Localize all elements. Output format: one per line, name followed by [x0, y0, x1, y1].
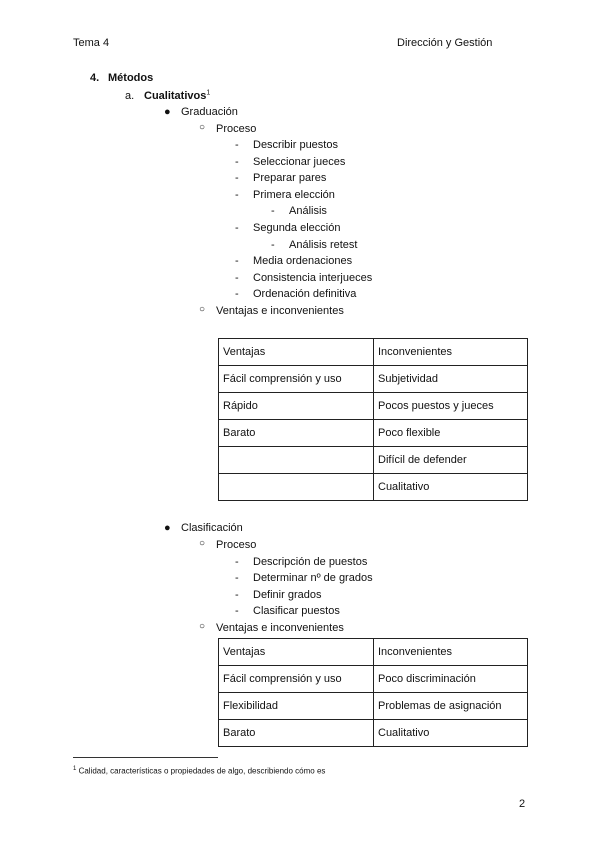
- table-cell: Poco discriminación: [374, 666, 528, 693]
- list-item: - Primera elección: [235, 189, 335, 201]
- footnote-divider: [73, 757, 218, 758]
- table-cell: Barato: [219, 720, 374, 747]
- graduacion-table: [218, 338, 528, 501]
- circle-bullet-icon: ○: [199, 538, 206, 549]
- bullet-graduacion: [164, 106, 238, 118]
- sub-ventajas-clasificacion: [199, 621, 344, 634]
- table-row: [219, 693, 528, 720]
- subsection-title: Cualitativos: [144, 89, 207, 102]
- clasificacion-title: Clasificación: [181, 522, 243, 534]
- table-cell: Cualitativo: [374, 474, 528, 501]
- table-cell: Fácil comprensión y uso: [219, 666, 374, 693]
- graduacion-title: Graduación: [181, 106, 238, 118]
- table-cell: [219, 474, 374, 501]
- table-row: [219, 366, 528, 393]
- subsection-heading: [125, 89, 210, 102]
- list-item: - Definir grados: [235, 589, 322, 601]
- table-row: [219, 720, 528, 747]
- table-row: [219, 447, 528, 474]
- bullet-clasificacion: [164, 522, 243, 534]
- list-item: - Análisis: [271, 205, 327, 217]
- proceso-title: Proceso: [216, 123, 257, 135]
- section-number: 4.: [90, 72, 100, 84]
- table-cell: [219, 447, 374, 474]
- list-item: - Clasificar puestos: [235, 605, 340, 617]
- list-item: - Descripción de puestos: [235, 556, 368, 568]
- table-row: [219, 393, 528, 420]
- subsection-label: a.: [125, 89, 135, 102]
- sub-ventajas-graduacion: [199, 304, 344, 317]
- table-cell: Problemas de asignación: [374, 693, 528, 720]
- table-cell: Fácil comprensión y uso: [219, 366, 374, 393]
- table-cell: Poco flexible: [374, 420, 528, 447]
- list-item: - Media ordenaciones: [235, 255, 353, 267]
- list-item: - Seleccionar jueces: [235, 156, 346, 168]
- bullet-icon: ●: [164, 106, 171, 118]
- circle-bullet-icon: ○: [199, 621, 206, 632]
- table-header-row: [219, 339, 528, 366]
- list-item: - Determinar nº de grados: [235, 572, 373, 584]
- table-header-row: [219, 639, 528, 666]
- section-title: Métodos: [108, 72, 154, 84]
- table-header-cell: Ventajas: [219, 639, 374, 666]
- table-row: [219, 666, 528, 693]
- list-item: - Preparar pares: [235, 172, 327, 184]
- table-row: [219, 474, 528, 501]
- circle-bullet-icon: ○: [199, 122, 206, 133]
- table-cell: Pocos puestos y jueces: [374, 393, 528, 420]
- bullet-icon: ●: [164, 522, 171, 534]
- list-item: - Análisis retest: [271, 239, 358, 251]
- ventajas-title: Ventajas e inconvenientes: [216, 305, 344, 317]
- table-cell: Flexibilidad: [219, 693, 374, 720]
- table-header-cell: Ventajas: [219, 339, 374, 366]
- table-row: [219, 420, 528, 447]
- proceso-title: Proceso: [216, 539, 257, 551]
- list-item: - Ordenación definitiva: [235, 288, 357, 300]
- sub-proceso-clasificacion: [199, 538, 257, 551]
- table-header-cell: Inconvenientes: [374, 639, 528, 666]
- list-item: - Describir puestos: [235, 139, 338, 151]
- section-heading: [90, 72, 153, 84]
- table-cell: Rápido: [219, 393, 374, 420]
- footnote-text: Calidad, características o propiedades de algo, describiendo cómo es: [78, 766, 326, 776]
- table-cell: Cualitativo: [374, 720, 528, 747]
- table-cell: Difícil de defender: [374, 447, 528, 474]
- circle-bullet-icon: ○: [199, 304, 206, 315]
- footnote-ref: 1: [206, 89, 211, 96]
- header-left: Tema 4: [73, 37, 110, 49]
- footnote-number: 1: [73, 766, 77, 772]
- table-cell: Subjetividad: [374, 366, 528, 393]
- table-cell: Barato: [219, 420, 374, 447]
- table-header-cell: Inconvenientes: [374, 339, 528, 366]
- list-item: - Consistencia interjueces: [235, 272, 373, 284]
- list-item: - Segunda elección: [235, 222, 341, 234]
- clasificacion-table: [218, 638, 528, 747]
- footnote: [73, 766, 325, 776]
- ventajas-title: Ventajas e inconvenientes: [216, 622, 344, 634]
- page-number: 2: [519, 798, 526, 810]
- sub-proceso-graduacion: [199, 122, 257, 135]
- header-right: Dirección y Gestión: [397, 37, 493, 49]
